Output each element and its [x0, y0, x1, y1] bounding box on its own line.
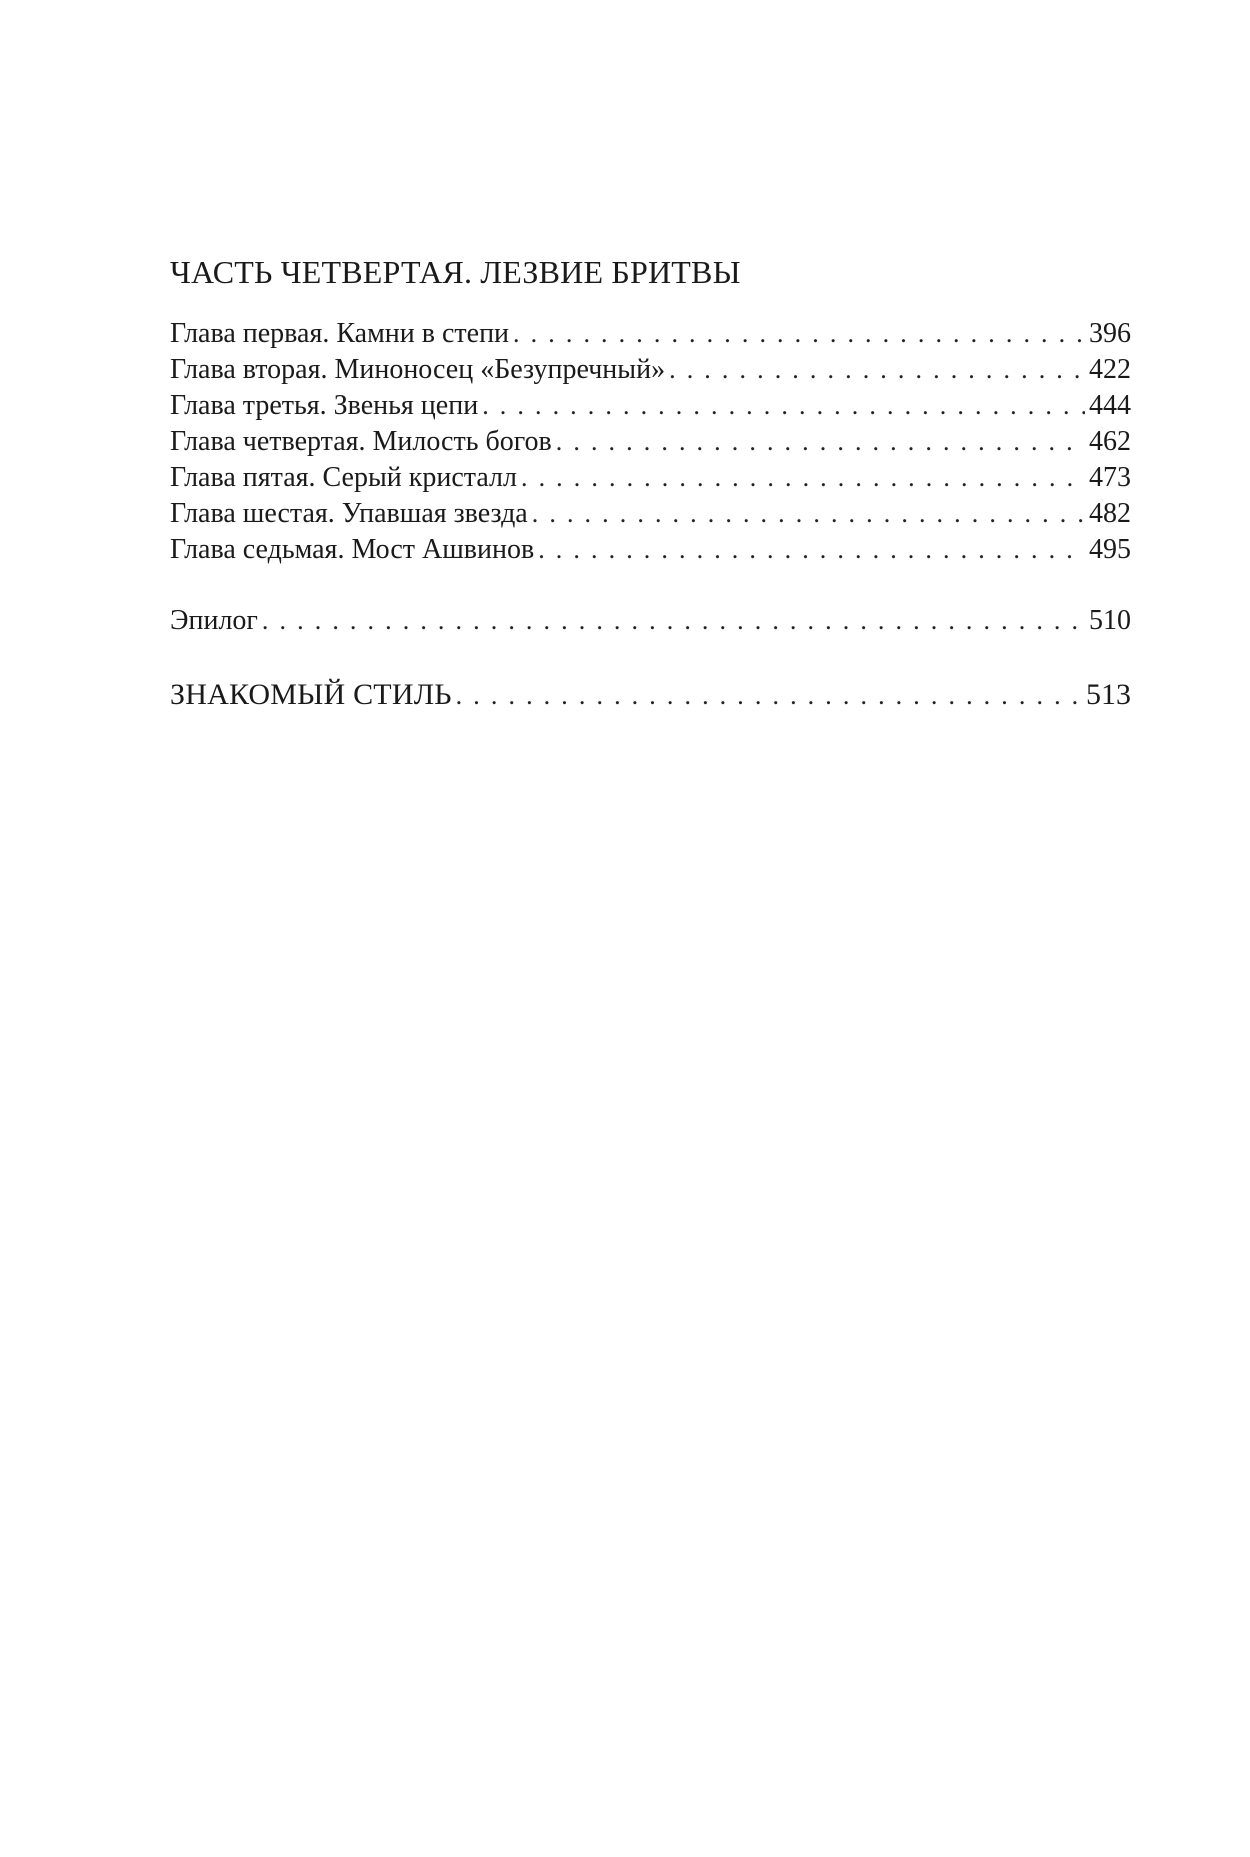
toc-entry-familiar-style[interactable] — [170, 675, 1131, 715]
entry-title: Глава вторая. Миноносец «Безупречный» — [170, 354, 666, 385]
entry-page: 473 — [1089, 462, 1131, 493]
toc-entry-epilogue[interactable] — [170, 603, 1131, 639]
dot-leader — [513, 316, 1085, 352]
toc-entry[interactable] — [170, 316, 1131, 352]
toc-entry[interactable] — [170, 388, 1131, 424]
entry-title: Глава пятая. Серый кристалл — [170, 462, 517, 493]
toc-entry[interactable] — [170, 424, 1131, 460]
entry-title: Глава первая. Камни в степи — [170, 318, 510, 349]
entry-page: 444 — [1089, 390, 1131, 421]
entry-page: 422 — [1089, 354, 1131, 385]
entry-title: ЗНАКОМЫЙ СТИЛЬ — [170, 678, 452, 711]
chapter-list — [170, 316, 1131, 715]
entry-page: 495 — [1089, 534, 1131, 565]
entry-page: 513 — [1086, 678, 1131, 711]
entry-title: Глава третья. Звенья цепи — [170, 390, 479, 421]
entry-page: 396 — [1089, 318, 1131, 349]
toc-entry[interactable] — [170, 496, 1131, 532]
entry-title: Глава четвертая. Милость богов — [170, 426, 552, 457]
dot-leader — [456, 676, 1082, 716]
part-title: ЧАСТЬ ЧЕТВЕРТАЯ. ЛЕЗВИЕ БРИТВЫ — [170, 254, 741, 290]
toc-entry[interactable] — [170, 460, 1131, 496]
toc-entry[interactable] — [170, 352, 1131, 388]
table-of-contents — [170, 252, 1131, 715]
toc-entry[interactable] — [170, 532, 1131, 568]
dot-leader — [532, 496, 1085, 532]
dot-leader — [482, 388, 1085, 424]
entry-title: Глава седьмая. Мост Ашвинов — [170, 534, 535, 565]
entry-page: 462 — [1089, 426, 1131, 457]
dot-leader — [669, 352, 1085, 388]
dot-leader — [556, 424, 1085, 460]
entry-title: Эпилог — [170, 605, 258, 636]
entry-title: Глава шестая. Упавшая звезда — [170, 498, 528, 529]
entry-page: 510 — [1089, 605, 1131, 636]
dot-leader — [262, 603, 1085, 639]
entry-page: 482 — [1089, 498, 1131, 529]
dot-leader — [538, 532, 1085, 568]
dot-leader — [521, 460, 1085, 496]
